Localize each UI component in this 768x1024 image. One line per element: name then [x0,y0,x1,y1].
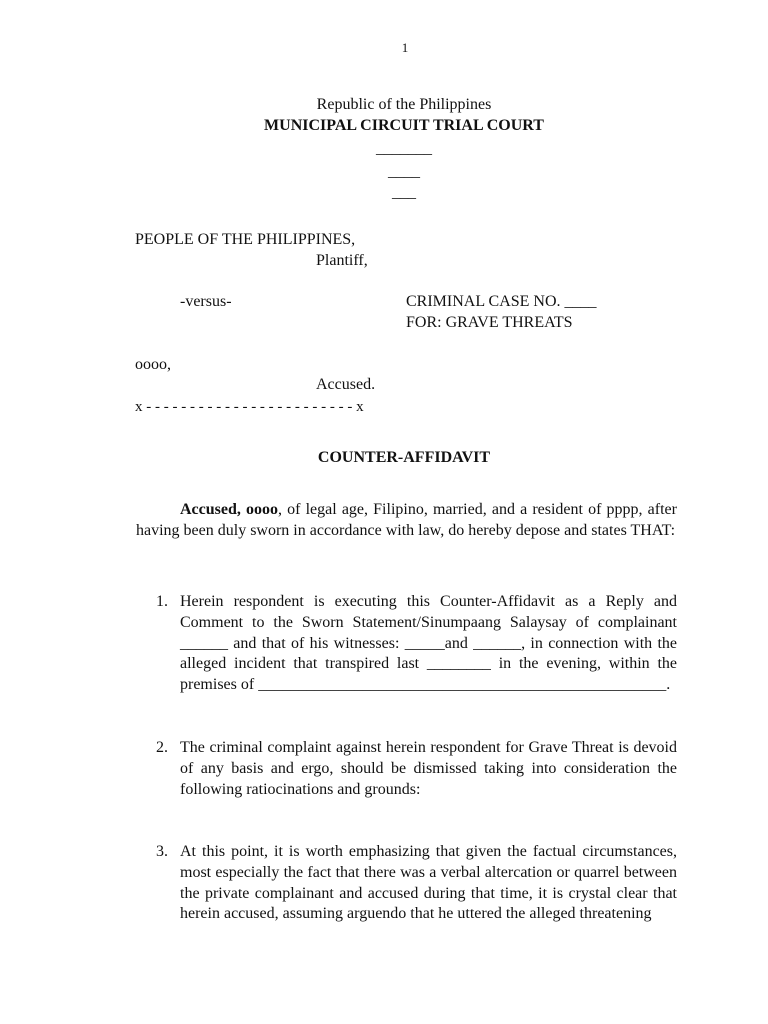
item-number-1: 1. [156,593,168,610]
plaintiff-role: Plantiff, [316,252,368,269]
court-blank-line-2: ____ [388,163,420,180]
document-title: COUNTER-AFFIDAVIT [317,449,491,466]
accused-role: Accused. [316,376,376,393]
page-number: 1 [401,40,409,55]
versus-label: -versus- [180,293,232,310]
court-blank-line-1: _______ [376,140,432,157]
item-text-1: Herein respondent is executing this Counter-Affidavit as a Reply and Comment to the Sworn Statement/Sinumpaang Salaysay of complainant ______ and that of his witnesses: _____and ______, in connection with the alleged incident that transpired last ________ in the evening, within the premises of ___________________________________________________. [180,593,677,694]
item-number-3: 3. [156,843,168,860]
item-number-2: 2. [156,739,168,756]
caption-divider: x - - - - - - - - - - - - - - - - - - - - - - - - x [135,399,364,415]
court-blank-line-3: ___ [392,184,416,201]
republic-heading: Republic of the Philippines [316,96,492,113]
intro-text: , of legal age, Filipino, married, and a resident of pppp, after having been duly sworn in accordance with law, do hereby depose and states THAT: [136,501,677,539]
plaintiff-name: PEOPLE OF THE PHILIPPINES, [135,231,356,248]
court-heading: MUNICIPAL CIRCUIT TRIAL COURT [264,117,544,134]
intro-bold-lead: Accused, oooo [180,501,279,518]
item-text-2: The criminal complaint against herein respondent for Grave Threat is devoid of any basis and ergo, should be dismissed taking into consideration the following ratiocinations and grounds: [180,739,677,798]
case-charge: FOR: GRAVE THREATS [406,314,573,331]
item-text-3: At this point, it is worth emphasizing that given the factual circumstances, most especially the fact that there was a verbal altercation or quarrel between the private complainant and accused during that time, it is crystal clear that herein accused, assuming arguendo that he uttered the alleged threatening [180,843,677,923]
case-number: CRIMINAL CASE NO. ____ [406,293,597,310]
accused-name: oooo, [135,356,171,373]
intro-paragraph [136,499,677,541]
